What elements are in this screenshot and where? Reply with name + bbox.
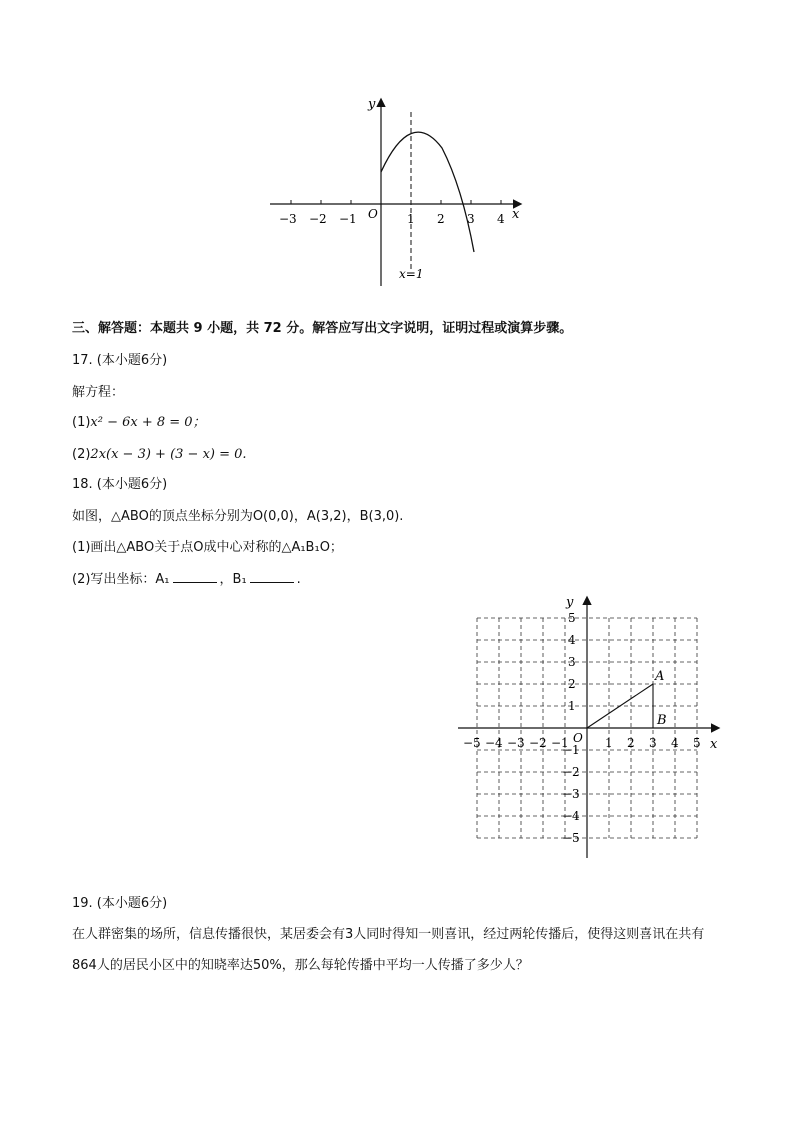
x-tick-label: −2 xyxy=(529,736,547,750)
x-tick-label: 4 xyxy=(671,736,679,750)
x-axis-label: x xyxy=(512,207,520,222)
y-axis-label: y xyxy=(566,595,574,610)
y-axis-label: y xyxy=(368,97,376,112)
origin-label: O xyxy=(368,207,378,221)
x-tick-label: −5 xyxy=(463,736,481,750)
q17-part1-equation: x² − 6x + 8 = 0； xyxy=(90,415,206,430)
y-tick-label: −2 xyxy=(562,765,580,779)
answer-blank-b1[interactable] xyxy=(250,570,294,583)
x-tick-label: 2 xyxy=(627,736,635,750)
parabola-curve xyxy=(381,132,474,252)
axis-of-symmetry-label: x=1 xyxy=(399,267,424,281)
q17-part1 xyxy=(72,414,206,432)
x-tick-label: −1 xyxy=(551,736,569,750)
y-tick-label: −3 xyxy=(562,787,580,801)
x-tick-label: −2 xyxy=(309,212,327,226)
q18-intro: 如图，△ABO的顶点坐标分别为O(0,0)，A(3,2)，B(3,0). xyxy=(72,509,404,524)
q19-title: 19. (本小题6分) xyxy=(72,896,168,911)
x-tick-label: 1 xyxy=(407,212,415,226)
coordinate-grid-figure xyxy=(450,592,735,862)
q18-part2-mid: ，B₁ xyxy=(219,572,247,587)
y-tick-label: −5 xyxy=(562,831,580,845)
x-tick-label: 2 xyxy=(437,212,445,226)
point-b-label: B xyxy=(657,713,667,728)
parabola-figure xyxy=(262,92,532,292)
x-tick-label: −3 xyxy=(507,736,525,750)
q17-part2-equation: 2x(x − 3) + (3 − x) = 0. xyxy=(90,447,247,462)
q17-part2-prefix: (2) xyxy=(72,447,91,462)
x-tick-label: 1 xyxy=(605,736,613,750)
x-tick-label: 3 xyxy=(467,212,475,226)
point-a-label: A xyxy=(655,669,665,684)
q18-part2 xyxy=(72,570,301,589)
q17-title: 17. (本小题6分) xyxy=(72,353,168,368)
q17-instruction: 解方程： xyxy=(72,385,125,400)
origin-label: O xyxy=(573,731,583,745)
y-tick-label: 3 xyxy=(568,655,576,669)
y-tick-label: 2 xyxy=(568,677,576,691)
x-axis-label: x xyxy=(710,737,718,752)
y-tick-label: 1 xyxy=(568,699,576,713)
x-tick-label: −4 xyxy=(485,736,503,750)
y-tick-label: −4 xyxy=(562,809,580,823)
q19-body: 在人群密集的场所，信息传播很快，某居委会有3人同时得知一则喜讯，经过两轮传播后，使得这则喜讯在共有864人的居民小区中的知晓率达50%，那么每轮传播中平均一人传播了多少人？ xyxy=(72,927,705,973)
x-tick-label: 4 xyxy=(497,212,505,226)
y-tick-label: 4 xyxy=(568,633,576,647)
y-tick-label: −1 xyxy=(562,743,580,757)
q18-part2-end: . xyxy=(296,572,301,587)
x-tick-label: −3 xyxy=(279,212,297,226)
x-tick-label: 5 xyxy=(693,736,701,750)
q18-part1: (1)画出△ABO关于点O成中心对称的△A₁B₁O； xyxy=(72,540,343,555)
y-tick-label: 5 xyxy=(568,611,576,625)
q18-part2-text: (2)写出坐标：A₁ xyxy=(72,572,170,587)
section-heading: 三、解答题：本题共 9 小题，共 72 分。解答应写出文字说明，证明过程或演算步骤。 xyxy=(72,321,573,336)
q17-part1-prefix: (1) xyxy=(72,415,91,430)
x-tick-label: 3 xyxy=(649,736,657,750)
q18-title: 18. (本小题6分) xyxy=(72,477,168,492)
q17-part2 xyxy=(72,446,247,464)
answer-blank-a1[interactable] xyxy=(173,570,217,583)
x-tick-label: −1 xyxy=(339,212,357,226)
